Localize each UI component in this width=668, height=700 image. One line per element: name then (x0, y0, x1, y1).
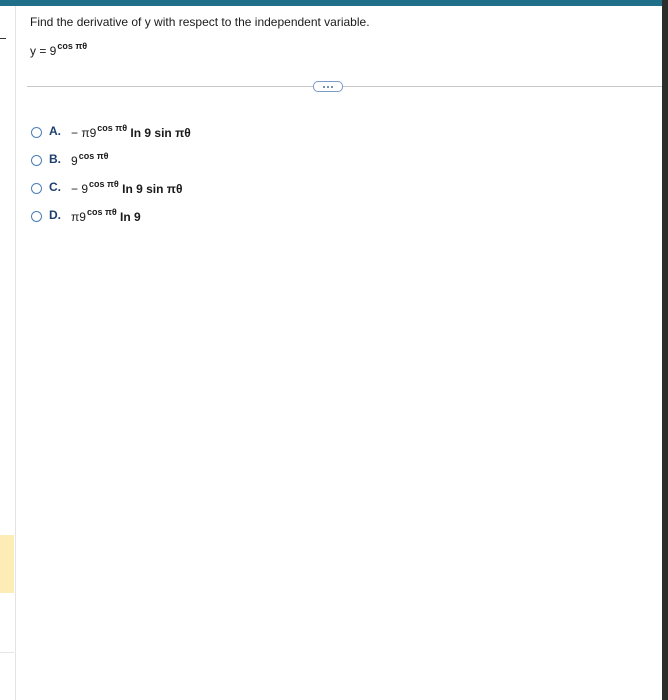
left-panel-highlight (0, 535, 14, 593)
answer-option-d[interactable] (31, 202, 141, 224)
option-label: C. (49, 180, 61, 194)
section-divider (27, 86, 662, 87)
option-label: D. (49, 208, 61, 222)
option-exponent: cos πθ (78, 151, 109, 161)
top-accent-bar (0, 0, 668, 6)
given-function (30, 41, 88, 58)
given-function-exponent: cos πθ (57, 41, 88, 51)
option-label: B. (49, 152, 61, 166)
option-suffix: In 9 sin πθ (127, 126, 191, 140)
option-suffix: In 9 sin πθ (118, 182, 183, 196)
answer-option-a[interactable] (31, 118, 191, 140)
expand-more-button[interactable] (313, 81, 343, 92)
option-exponent: cos πθ (97, 123, 128, 133)
option-expression (71, 123, 191, 140)
option-suffix: In 9 (116, 210, 141, 224)
left-panel-divider (0, 652, 14, 653)
option-prefix: − 9 (71, 182, 89, 196)
option-exponent: cos πθ (89, 179, 119, 189)
option-expression (71, 207, 141, 224)
more-dot-icon (327, 86, 329, 88)
more-dot-icon (323, 86, 325, 88)
option-label: A. (49, 124, 61, 138)
option-prefix: π9 (71, 210, 86, 224)
answer-option-b[interactable] (31, 146, 108, 168)
question-prompt: Find the derivative of y with respect to the independent variable. (30, 15, 370, 29)
left-panel-border (15, 6, 16, 700)
left-panel-tick (0, 38, 6, 39)
more-dot-icon (331, 86, 333, 88)
option-prefix: − π9 (71, 126, 97, 140)
answer-option-c[interactable] (31, 174, 182, 196)
option-prefix: 9 (71, 154, 78, 168)
radio-button-c[interactable] (31, 183, 42, 194)
option-expression (71, 151, 109, 168)
radio-button-a[interactable] (31, 127, 42, 138)
radio-button-d[interactable] (31, 211, 42, 222)
window-right-edge (662, 0, 668, 700)
radio-button-b[interactable] (31, 155, 42, 166)
option-exponent: cos πθ (86, 207, 117, 217)
option-expression (71, 179, 183, 196)
given-function-base: y = 9 (30, 44, 57, 58)
